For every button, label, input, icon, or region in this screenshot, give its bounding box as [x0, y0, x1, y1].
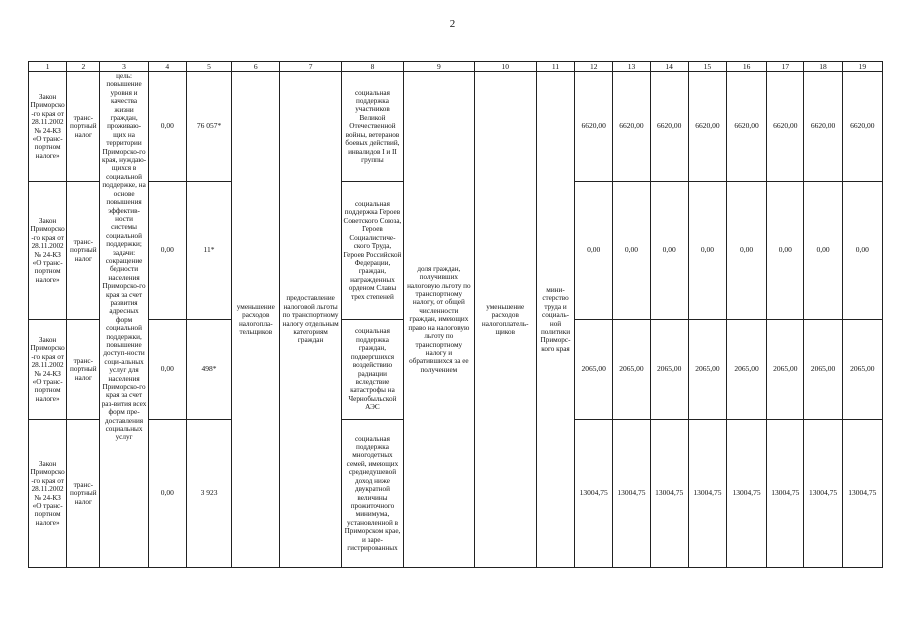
goal-cell: цель: повышение уровня и качества жизни граждан, проживаю-щих на территории Приморско-го края, нуждаю-щихся в социальной поддержке, на основе повышения эффектив-ности системы социальной поддержки; задачи: сокращение бедности населения Приморско-го края за счет развития адресных форм социальной поддержки, повышение доступ-ности соци-альных услуг для населения Приморско-го края за счет раз-вития всех форм пре-доставления социальных услуг	[100, 72, 148, 568]
value-cell: 13004,75	[575, 420, 613, 568]
value-cell: 6620,00	[842, 72, 882, 182]
column-number-cell: 10	[474, 62, 536, 72]
tax-cell: транс-портный налог	[67, 72, 100, 182]
value-cell: 6620,00	[688, 72, 726, 182]
category-cell: социальная поддержка граждан, подвергшихся воздействию радиации вследствие катастрофы на Чернобыльской АЭС	[341, 320, 403, 420]
value-cell: 6620,00	[726, 72, 766, 182]
column-number-cell: 12	[575, 62, 613, 72]
column-number-cell: 4	[148, 62, 186, 72]
column-number-cell: 1	[29, 62, 67, 72]
value-cell: 0,00	[726, 182, 766, 320]
column-number-cell: 7	[280, 62, 341, 72]
value-cell: 13004,75	[688, 420, 726, 568]
value-cell: 0,00	[688, 182, 726, 320]
value-cell: 2065,00	[767, 320, 804, 420]
value-cell: 6620,00	[575, 72, 613, 182]
column-number-cell: 8	[341, 62, 403, 72]
value-cell: 2065,00	[842, 320, 882, 420]
column-number-cell: 9	[404, 62, 474, 72]
value-cell: 13004,75	[804, 420, 842, 568]
column-number-cell: 17	[767, 62, 804, 72]
tax-cell: транс-портный налог	[67, 182, 100, 320]
table-row	[29, 72, 883, 182]
col5-cell: 498*	[186, 320, 231, 420]
column-number-cell: 11	[536, 62, 574, 72]
value-cell: 0,00	[804, 182, 842, 320]
col5-cell: 76 057*	[186, 72, 231, 182]
tax-cell: транс-портный налог	[67, 320, 100, 420]
value-cell: 0,00	[650, 182, 688, 320]
benefit-type-cell: предоставление налоговой льготы по транспортному налогу отдельным категориям граждан	[280, 72, 341, 568]
page-number: 2	[449, 18, 456, 30]
column-number-cell: 18	[804, 62, 842, 72]
category-cell: социальная поддержка многодетных семей, имеющих среднедушевой доход ниже двукратной величины прожиточного минимума, установленной в Приморском крае, и заре-гистрированных	[341, 420, 403, 568]
category-cell: социальная поддержка участников Великой Отечественной войны, ветеранов боевых действий, инвалидов I и II группы	[341, 72, 403, 182]
value-cell: 0,00	[613, 182, 650, 320]
responsible-cell: мини-стерство труда и социаль-ной политики Приморс-кого края	[536, 72, 574, 568]
tax-benefits-table	[28, 61, 883, 568]
value-cell: 6620,00	[767, 72, 804, 182]
column-number-cell: 6	[232, 62, 280, 72]
value-cell: 0,00	[575, 182, 613, 320]
col4-cell: 0,00	[148, 72, 186, 182]
value-cell: 2065,00	[804, 320, 842, 420]
effect-cell: уменьшение расходов налогоплатель-щиков	[474, 72, 536, 568]
tax-cell: транс-портный налог	[67, 420, 100, 568]
value-cell: 2065,00	[575, 320, 613, 420]
column-number-cell: 15	[688, 62, 726, 72]
column-number-cell: 19	[842, 62, 882, 72]
value-cell: 6620,00	[650, 72, 688, 182]
law-cell: Закон Приморско-го края от 28.11.2002 № 24-КЗ «О транс-портном налоге»	[29, 182, 67, 320]
value-cell: 13004,75	[613, 420, 650, 568]
column-number-row	[29, 62, 883, 72]
value-cell: 6620,00	[804, 72, 842, 182]
col4-cell: 0,00	[148, 320, 186, 420]
law-cell: Закон Приморско-го края от 28.11.2002 № 24-КЗ «О транс-портном налоге»	[29, 420, 67, 568]
indicator-cell: доля граждан, получивших налоговую льготу по транспортному налогу, от общей численности граждан, имеющих право на налоговую льготу по транспортному налогу и обратившихся за ее получением	[404, 72, 474, 568]
purpose-cell: уменьшение расходов налогопла-тельщиков	[232, 72, 280, 568]
column-number-cell: 5	[186, 62, 231, 72]
law-cell: Закон Приморско-го края от 28.11.2002 № 24-КЗ «О транс-портном налоге»	[29, 320, 67, 420]
column-number-cell: 2	[67, 62, 100, 72]
value-cell: 13004,75	[767, 420, 804, 568]
value-cell: 13004,75	[842, 420, 882, 568]
value-cell: 0,00	[842, 182, 882, 320]
value-cell: 13004,75	[726, 420, 766, 568]
col4-cell: 0,00	[148, 420, 186, 568]
column-number-cell: 13	[613, 62, 650, 72]
column-number-cell: 14	[650, 62, 688, 72]
law-cell: Закон Приморско-го края от 28.11.2002 № 24-КЗ «О транс-портном налоге»	[29, 72, 67, 182]
col4-cell: 0,00	[148, 182, 186, 320]
value-cell: 6620,00	[613, 72, 650, 182]
col5-cell: 11*	[186, 182, 231, 320]
value-cell: 0,00	[767, 182, 804, 320]
value-cell: 2065,00	[726, 320, 766, 420]
column-number-cell: 16	[726, 62, 766, 72]
category-cell: социальная поддержка Героев Советского Союза, Героев Социалистиче-ского Труда, Героев Российской Федерации, граждан, награжденных орденом Славы трех степеней	[341, 182, 403, 320]
value-cell: 2065,00	[613, 320, 650, 420]
value-cell: 13004,75	[650, 420, 688, 568]
value-cell: 2065,00	[688, 320, 726, 420]
value-cell: 2065,00	[650, 320, 688, 420]
column-number-cell: 3	[100, 62, 148, 72]
col5-cell: 3 923	[186, 420, 231, 568]
